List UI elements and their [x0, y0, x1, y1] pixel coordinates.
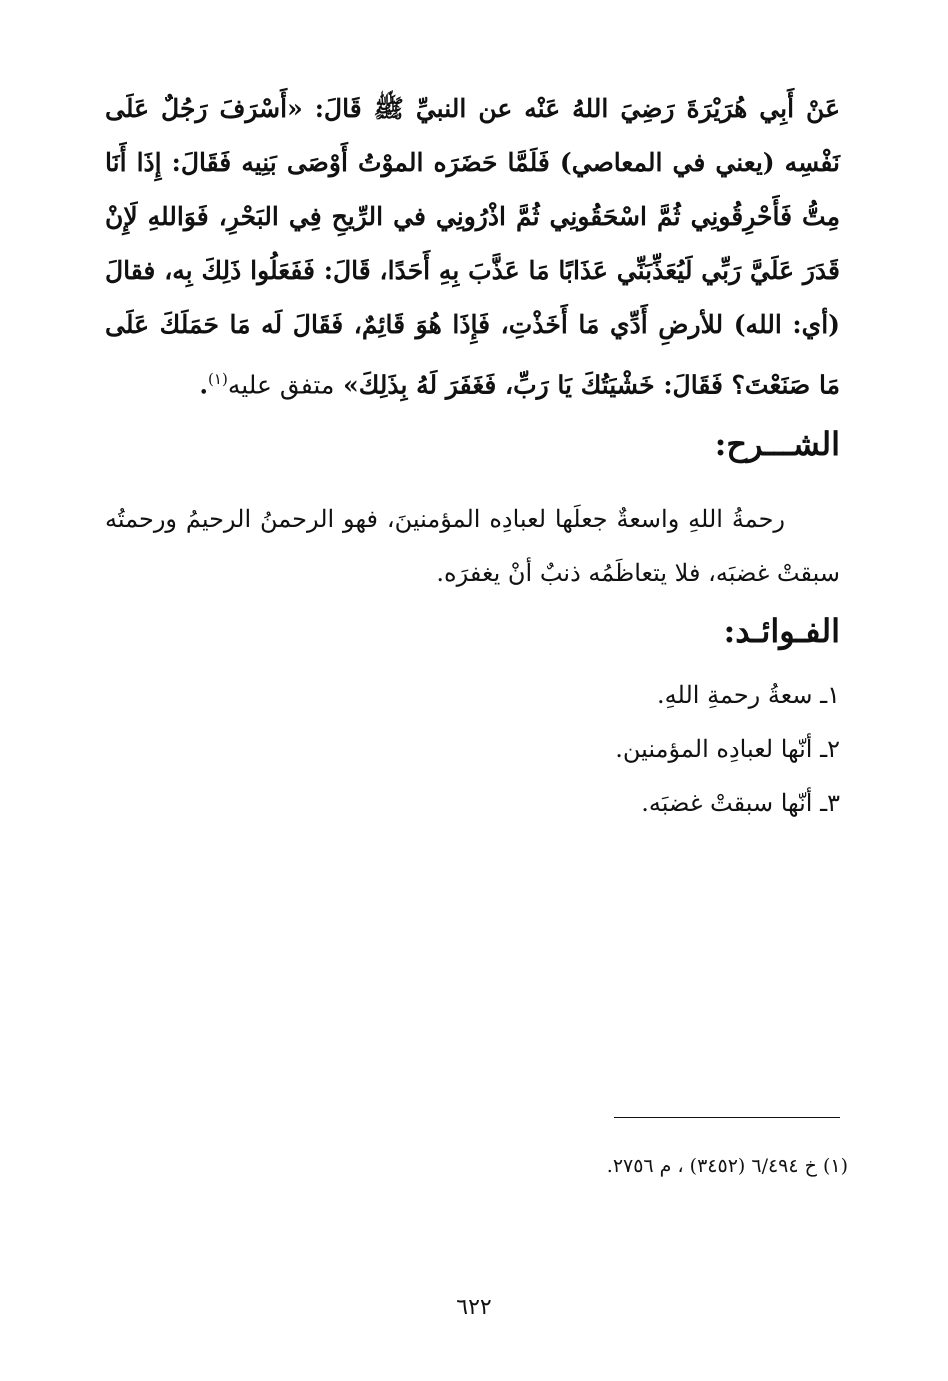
hadith-paragraph: عَنْ أَبِي هُرَيْرَةَ رَضِيَ اللهُ عَنْه عن النبيِّ ﷺ قَالَ: «أَسْرَفَ رَجُلٌ عَلَى نَفْسِه (يعني في المعاصي) فَلَمَّا حَضَرَه الموْتُ أَوْصَى بَنِيه فَقَالَ: إِذَا أَنَا مِتُّ فَأَحْرِقُونِي ثُمَّ اسْحَقُونِي ثُمَّ اذْرُونِي في الرِّيحِ فِي البَحْرِ، فَوَاللهِ لَإِنْ قَدَرَ عَلَيَّ رَبِّي لَيُعَذِّبَنِّي عَذَابًا مَا عَذَّبَ بِهِ أَحَدًا، قَالَ: فَفَعَلُوا ذَلِكَ بِه، فقالَ (أي: الله) للأرضِ أَدِّي مَا أَخَذْتِ، فَإِذَا هُوَ قَائِمٌ، فَقَالَ لَه مَا حَمَلَكَ عَلَى مَا صَنَعْتَ؟ فَقَالَ: خَشْيَتُكَ يَا رَبِّ، فَغَفَرَ لَهُ بِذَلِكَ» متفق عليه$^{(١)}$.	[105, 94, 840, 400]
fawaid-item: ٢ـ أنّها لعبادِه المؤمنين.	[615, 735, 840, 763]
sharh-paragraph: رحمةُ اللهِ واسعةٌ جعلَها لعبادِه المؤمنينَ، فهو الرحمنُ الرحيمُ ورحمتُه سبقتْ غضبَه، فلا يتعاظَمُه ذنبٌ أنْ يغفرَه.	[105, 505, 840, 587]
fawaid-list	[105, 668, 840, 830]
hadith-text: عَنْ أَبِي هُرَيْرَةَ رَضِيَ اللهُ عَنْه عن النبيِّ ﷺ قَالَ: «أَسْرَفَ رَجُلٌ عَلَى نَفْسِه (يعني في المعاصي) فَلَمَّا حَضَرَه الموْتُ أَوْصَى بَنِيه فَقَالَ: إِذَا أَنَا مِتُّ فَأَحْرِقُونِي ثُمَّ اسْحَقُونِي ثُمَّ اذْرُونِي في الرِّيحِ فِي البَحْرِ، فَوَاللهِ لَإِنْ قَدَرَ عَلَيَّ رَبِّي لَيُعَذِّبَنِّي عَذَابًا مَا عَذَّبَ بِهِ أَحَدًا، قَالَ: فَفَعَلُوا ذَلِكَ بِه، فقالَ (أي: الله) للأرضِ أَدِّي مَا أَخَذْتِ، فَإِذَا هُوَ قَائِمٌ، فَقَالَ لَه مَا حَمَلَكَ عَلَى مَا صَنَعْتَ؟ فَقَالَ: خَشْيَتُكَ يَا رَبِّ، فَغَفَرَ لَهُ بِذَلِكَ»	[105, 94, 840, 400]
fawaid-item: ١ـ سعةُ رحمةِ اللهِ.	[657, 681, 840, 709]
sharh-heading: الشـــرح:	[714, 425, 840, 463]
footnote-divider	[614, 1117, 840, 1118]
page-number: ٦٢٢	[456, 1295, 492, 1320]
fawaid-heading: الفـوائـد:	[723, 612, 840, 650]
fawaid-item: ٣ـ أنّها سبقتْ غضبَه.	[641, 789, 840, 817]
hadith-reference: متفق عليه	[227, 370, 335, 400]
footnote-marker: (١)	[208, 370, 228, 388]
footnote: (١) خ ٦/٤٩٤ (٣٤٥٢) ، م ٢٧٥٦.	[606, 1155, 848, 1177]
